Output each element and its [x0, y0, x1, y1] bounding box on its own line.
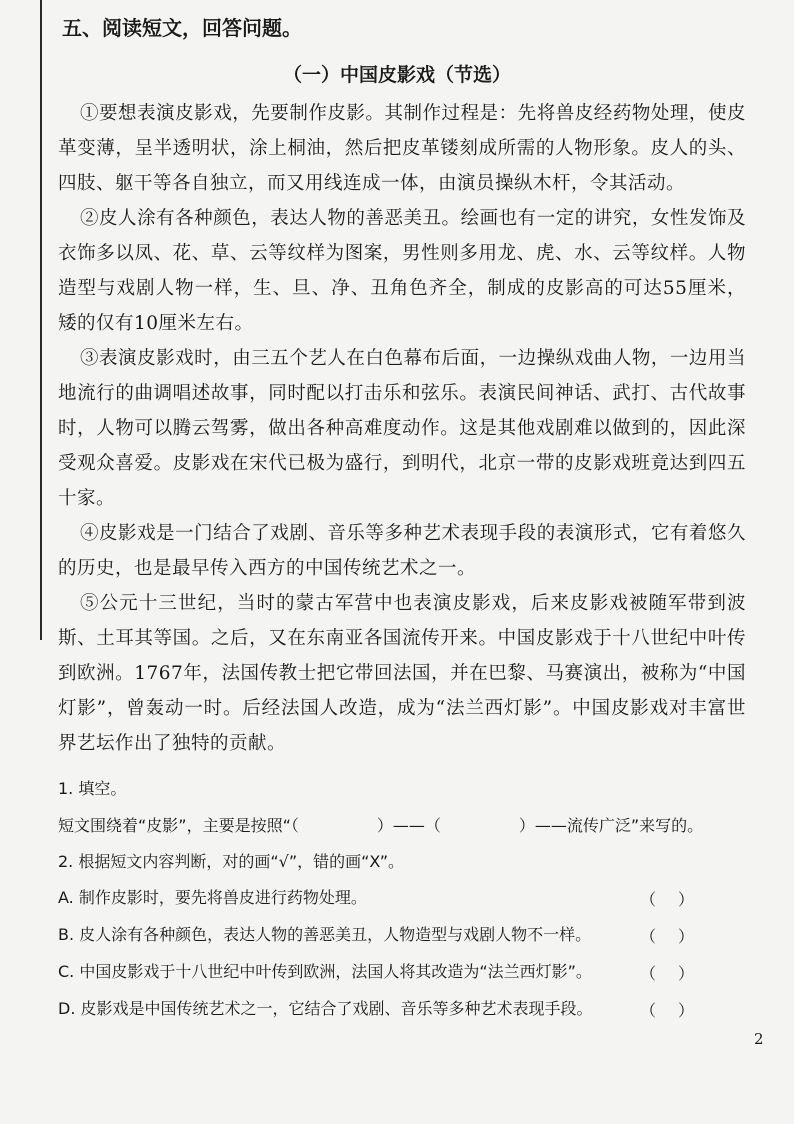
answer-paren-d[interactable] — [640, 998, 694, 1021]
paren-close: ） — [678, 890, 695, 909]
paren-open: （ — [640, 890, 657, 909]
passage-title: （一）中国皮影戏（节选） — [282, 64, 511, 86]
answer-paren-c[interactable] — [640, 961, 694, 984]
question-2-title: 2. 根据短文内容判断，对的画“√”，错的画“X”。 — [58, 852, 405, 871]
paren-close: ） — [678, 964, 695, 983]
paren-open: （ — [640, 927, 657, 946]
judgment-item-a: A. 制作皮影时，要先将兽皮进行药物处理。 — [58, 888, 367, 907]
paragraph-1: ①要想表演皮影戏，先要制作皮影。其制作过程是：先将兽皮经药物处理，使皮革变薄，呈半透明状，涂上桐油，然后把皮革镂刻成所需的人物形象。皮人的头、四肢、躯干等各自独立，而又用线连成一体，由演员操纵木杆，令其活动。 — [58, 103, 746, 194]
question-1-title: 1. 填空。 — [58, 779, 127, 798]
paragraph-2: ②皮人涂有各种颜色，表达人物的善恶美丑。绘画也有一定的讲究，女性发饰及衣饰多以凤、花、草、云等纹样为图案，男性则多用龙、虎、水、云等纹样。人物造型与戏剧人物一样，生、旦、净、丑角色齐全，制成的皮影高的可达55厘米，矮的仅有10厘米左右。 — [58, 208, 746, 334]
paren-open: （ — [640, 1001, 657, 1020]
judgment-item-c: C. 中国皮影戏于十八世纪中叶传到欧洲，法国人将其改造为“法兰西灯影”。 — [58, 962, 592, 981]
question-1-text-a: 短文围绕着“皮影”，主要是按照“（ — [58, 816, 299, 835]
page-number: 2 — [754, 1030, 764, 1048]
paren-close: ） — [678, 1001, 695, 1020]
judgment-item-b: B. 皮人涂有各种颜色，表达人物的善恶美丑，人物造型与戏剧人物不一样。 — [58, 925, 592, 944]
question-1-text-c: ）——流传广泛”来写的。 — [518, 816, 704, 835]
paren-open: （ — [640, 964, 657, 983]
question-1-text-b: ）——（ — [376, 816, 441, 835]
answer-paren-a[interactable] — [640, 887, 694, 910]
paragraph-4: ④皮影戏是一门结合了戏剧、音乐等多种艺术表现手段的表演形式，它有着悠久的历史，也是最早传入西方的中国传统艺术之一。 — [58, 523, 746, 579]
paren-close: ） — [678, 927, 695, 946]
binding-margin-line — [40, 0, 42, 640]
question-1-fill — [58, 815, 758, 837]
section-title: 五、阅读短文，回答问题。 — [62, 16, 302, 40]
paragraph-5: ⑤公元十三世纪，当时的蒙古军营中也表演皮影戏，后来皮影戏被随军带到波斯、土耳其等国。之后，又在东南亚各国流传开来。中国皮影戏于十八世纪中叶传到欧洲。1767年，法国传教士把它带回法国，并在巴黎、马赛演出，被称为“中国灯影”，曾轰动一时。后经法国人改造，成为“法兰西灯影”。中国皮影戏对丰富世界艺坛作出了独特的贡献。 — [58, 593, 746, 754]
paragraph-3: ③表演皮影戏时，由三五个艺人在白色幕布后面，一边操纵戏曲人物，一边用当地流行的曲调唱述故事，同时配以打击乐和弦乐。表演民间神话、武打、古代故事时，人物可以腾云驾雾，做出各种高难度动作。这是其他戏剧难以做到的，因此深受观众喜爱。皮影戏在宋代已极为盛行，到明代，北京一带的皮影戏班竟达到四五十家。 — [58, 348, 746, 509]
judgment-item-d: D. 皮影戏是中国传统艺术之一，它结合了戏剧、音乐等多种艺术表现手段。 — [58, 999, 593, 1018]
answer-paren-b[interactable] — [640, 924, 694, 947]
